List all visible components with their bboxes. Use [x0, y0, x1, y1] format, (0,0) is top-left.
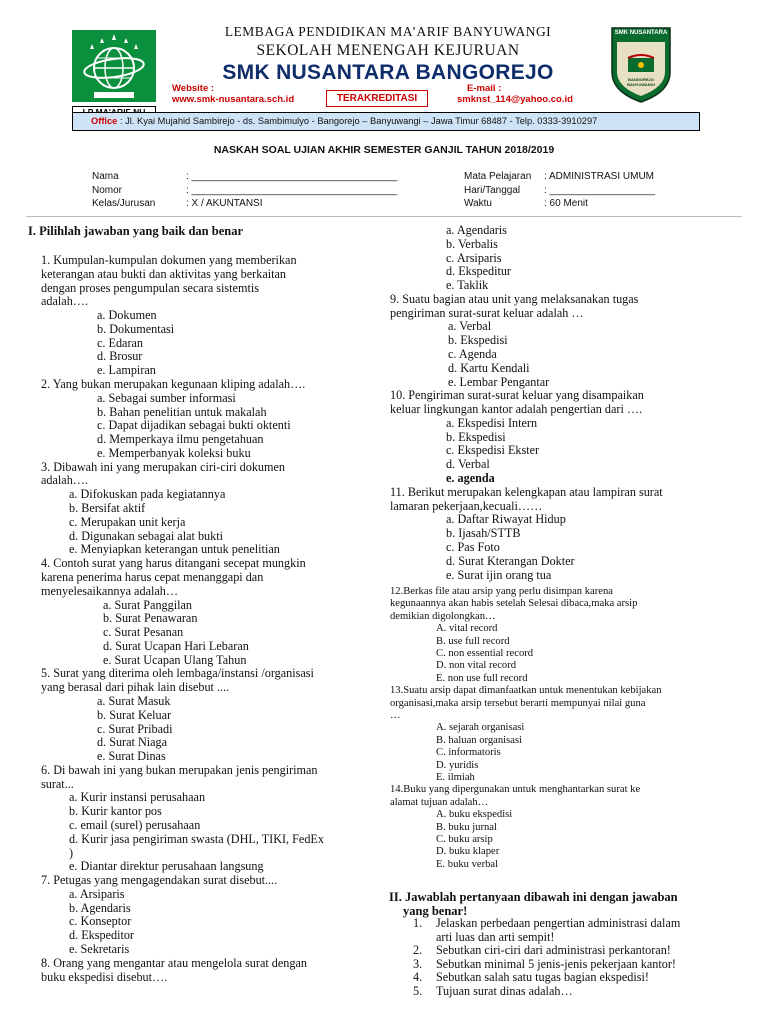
hari-label: Hari/Tanggal [464, 184, 521, 196]
answer-option: B. use full record [436, 635, 510, 647]
question-line: … [390, 710, 401, 721]
answer-option: d. Ekspeditor [69, 928, 134, 943]
accreditation-badge: TERAKREDITASI [326, 90, 428, 107]
answer-option: c. email (surel) perusahaan [69, 817, 201, 832]
question-line: adalah…. [41, 294, 89, 309]
section-2-title-line-1: II. Jawablah pertanyaan dibawah ini dengan jawaban [389, 890, 678, 904]
answer-option: a. Surat Masuk [97, 693, 171, 708]
answer-option: b. Ijasah/STTB [446, 526, 521, 541]
website-url[interactable]: www.smk-nusantara.sch.id [172, 93, 295, 105]
section-1-title: I. Pilihlah jawaban yang baik dan benar [28, 224, 243, 238]
answer-option: c. Arsiparis [446, 250, 502, 265]
email-address[interactable]: smknst_114@yahoo.co.id [457, 93, 573, 105]
answer-option: b. Bahan penelitian untuk makalah [97, 404, 267, 419]
answer-option: E. ilmiah [436, 772, 475, 783]
question-line: karena penerima harus cepat menanggapi dan [41, 569, 264, 584]
question-line: alamat tujuan adalah… [390, 796, 489, 808]
website-label: Website : [172, 83, 215, 94]
nama-label: Nama [92, 171, 119, 182]
answer-option: e. Menyiapkan keterangan untuk penelitian [69, 542, 280, 557]
kelas-value: : X / AKUNTANSI [186, 198, 263, 209]
answer-option: D. non vital record [436, 660, 517, 672]
info-divider [26, 216, 742, 217]
mapel-label: Mata Pelajaran [464, 171, 532, 182]
answer-option: e. Lampiran [97, 363, 156, 378]
waktu-value: : 60 Menit [544, 198, 588, 209]
mapel-value: : ADMINISTRASI UMUM [544, 171, 655, 182]
question-line: keluar lingkungan kantor adalah pengertian dari …. [390, 402, 643, 417]
website-block [172, 84, 322, 105]
question-line: 13.Suatu arsip dapat dimanfaatkan untuk menentukan kebijakan [390, 685, 662, 697]
answer-option: b. Agendaris [69, 900, 131, 915]
essay-question: Tujuan surat dinas adalah… [436, 984, 573, 998]
answer-option: c. Surat Pesanan [103, 625, 184, 640]
question-line: 14.Buku yang dipergunakan untuk menghantarkan surat ke [390, 784, 641, 796]
question-line: surat... [41, 776, 74, 791]
answer-option: a. Daftar Riwayat Hidup [446, 512, 566, 527]
answer-option: e. Lembar Pengantar [448, 374, 550, 389]
answer-option: e. Taklik [446, 278, 489, 293]
essay-number: 4. [413, 970, 423, 985]
answer-option: D. buku klaper [436, 846, 500, 858]
nomor-field[interactable]: : _____________________________________ [186, 184, 398, 196]
answer-option: e. Sekretaris [69, 942, 130, 956]
essay-number: 2. [413, 943, 423, 958]
answer-option: ) [69, 845, 74, 860]
answer-option: e. Diantar direktur perusahaan langsung [69, 859, 264, 874]
answer-option: b. Verbalis [446, 236, 498, 251]
right-logo-subtitle: BANGOREJO BANYUWANGI [627, 77, 655, 87]
answer-option: d. Surat Niaga [97, 735, 168, 750]
question-line: 11. Berikut merupakan kelengkapan atau lampiran surat [390, 484, 663, 499]
essay-question: arti luas dan arti sempit! [436, 929, 555, 944]
answer-option: a. Difokuskan pada kegiatannya [69, 487, 226, 502]
school-name: SMK NUSANTARA BANGOREJO [222, 61, 554, 84]
answer-option: A. sejarah organisasi [436, 722, 525, 734]
question-line: lamaran pekerjaan,kecuali…… [390, 498, 543, 513]
header-line-2: SEKOLAH MENENGAH KEJURUAN [256, 42, 520, 59]
essay-number: 3. [413, 956, 423, 971]
question-line: pengiriman surat-surat keluar adalah … [390, 305, 584, 320]
answer-option: c. Agenda [448, 347, 497, 362]
question-line: 4. Contoh surat yang harus ditangani secepat mungkin [41, 556, 306, 571]
answer-option: B. haluan organisasi [436, 734, 523, 746]
essay-number: 1. [413, 916, 423, 930]
question-line: 3. Dibawah ini yang merupakan ciri-ciri dokumen [41, 459, 286, 474]
question-line: dengan proses pengumpulan secara sistemtis [41, 280, 259, 295]
section-2-title [389, 890, 678, 918]
question-line: buku ekspedisi disebut…. [41, 969, 168, 984]
question-line: 6. Di bawah ini yang bukan merupakan jenis pengiriman [41, 762, 318, 777]
answer-option: b. Dokumentasi [97, 321, 175, 336]
nama-field[interactable]: : _____________________________________ [186, 171, 398, 182]
answer-option: e. Surat ijin orang tua [446, 567, 552, 582]
lp-maarif-logo [72, 30, 156, 112]
answer-option: c. Merupakan unit kerja [69, 514, 186, 529]
essay-question: Sebutkan ciri-ciri dari administrasi perkantoran! [436, 943, 671, 958]
question-line: menyelesaikannya adalah… [41, 583, 179, 598]
nomor-label: Nomor [92, 184, 123, 196]
answer-option: c. Dapat dijadikan sebagai bukti oktenti [97, 418, 291, 433]
office-label: Office [91, 116, 118, 126]
question-line: organisasi,maka arsip tersebut berarti mempunyai nilai guna [390, 697, 646, 709]
essay-question: Sebutkan minimal 5 jenis-jenis pekerjaan kantor! [436, 956, 676, 971]
answer-option: c. Ekspedisi Ekster [446, 443, 540, 458]
answer-option: b. Ekspedisi [448, 333, 508, 348]
answer-option: b. Surat Penawaran [103, 611, 198, 626]
question-line: 7. Petugas yang mengagendakan surat disebut.... [41, 873, 278, 888]
answer-option: c. Pas Foto [446, 539, 500, 554]
answer-option: d. Brosur [97, 349, 143, 364]
letterhead [68, 22, 700, 114]
email-block [457, 84, 617, 105]
answer-option: e. Surat Dinas [97, 749, 166, 764]
answer-option: b. Surat Keluar [97, 707, 172, 722]
answer-option: a. Arsiparis [69, 886, 125, 901]
answer-option: e. Surat Ucapan Ulang Tahun [103, 652, 247, 667]
smk-nusantara-logo [608, 24, 674, 104]
question-line: yang berasal dari pihak lain disebut .... [41, 680, 230, 695]
answer-option: e. Memperbanyak koleksi buku [97, 445, 251, 460]
answer-option: A. vital record [436, 623, 498, 635]
waktu-label: Waktu [464, 198, 492, 209]
answer-option: d. Kurir jasa pengiriman swasta (DHL, TIKI, FedEx [69, 831, 324, 846]
answer-option: d. Surat Ucapan Hari Lebaran [103, 638, 249, 653]
answer-option: d. Surat Kterangan Dokter [446, 553, 575, 568]
question-line: keterangan atau bukti dan aktivitas yang berkaitan [41, 266, 287, 281]
question-line: 1. Kumpulan-kumpulan dokumen yang memberikan [41, 253, 297, 267]
question-line: 10. Pengiriman surat-surat keluar yang disampaikan [390, 388, 644, 403]
answer-option: d. Digunakan sebagai alat bukti [69, 528, 223, 543]
answer-option: b. Ekspedisi [446, 429, 506, 444]
answer-option: c. Konseptor [69, 914, 132, 929]
question-line: 2. Yang bukan merupakan kegunaan kliping adalah…. [41, 377, 306, 392]
right-logo-title: SMK NUSANTARA [614, 30, 668, 36]
answer-option: c. Edaran [97, 335, 144, 350]
answer-option: d. Memperkaya ilmu pengetahuan [97, 432, 264, 447]
essay-question: Jelaskan perbedaan pengertian administrasi dalam [436, 916, 681, 930]
answer-option: d. Verbal [446, 457, 490, 472]
office-address: : Jl. Kyai Mujahid Sambirejo - ds. Sambimulyo - Bangorejo – Banyuwangi – Jawa Timur 68487 - Telp. 0333-3910297 [119, 116, 598, 126]
answer-option: A. buku ekspedisi [436, 809, 513, 821]
question-line: adalah…. [41, 473, 89, 488]
question-line: demikian digolongkan… [390, 610, 496, 622]
email-label: E-mail : [467, 83, 502, 94]
answer-option: C. non essential record [436, 648, 534, 659]
answer-option: E. buku verbal [436, 858, 499, 870]
answer-option: b. Bersifat aktif [69, 501, 146, 516]
question-line: 9. Suatu bagian atau unit yang melaksanakan tugas [390, 291, 639, 306]
question-line: 5. Surat yang diterima oleh lembaga/instansi /organisasi [41, 666, 314, 681]
answer-option: C. buku arsip [436, 834, 493, 845]
hari-field[interactable]: : ___________________ [544, 184, 656, 196]
answer-option: E. non use full record [436, 672, 528, 684]
section-2-title-line-2: yang benar! [403, 904, 468, 918]
essay-question: Sebutkan salah satu tugas bagian ekspedisi! [436, 970, 649, 985]
answer-option: e. agenda [446, 471, 495, 486]
answer-option: c. Surat Pribadi [97, 721, 173, 736]
answer-option: a. Sebagai sumber informasi [97, 390, 236, 405]
answer-option: d. Kartu Kendali [448, 360, 530, 375]
header-line-1: LEMBAGA PENDIDIKAN MA’ARIF BANYUWANGI [224, 24, 552, 39]
answer-option: a. Agendaris [446, 223, 507, 237]
exam-title: NASKAH SOAL UJIAN AKHIR SEMESTER GANJIL TAHUN 2018/2019 [213, 144, 555, 156]
question-line: 12.Berkas file atau arsip yang perlu disimpan karena [390, 586, 613, 597]
answer-option: B. buku jurnal [436, 821, 497, 833]
essay-number: 5. [413, 984, 423, 998]
nu-globe-icon [72, 30, 156, 102]
answer-option: a. Kurir instansi perusahaan [69, 790, 206, 805]
answer-option: C. informatoris [436, 747, 501, 759]
answer-option: d. Ekspeditur [446, 264, 511, 279]
answer-option: a. Dokumen [97, 308, 157, 323]
school-shield-icon [608, 24, 674, 104]
office-bar [72, 112, 700, 131]
answer-option: a. Ekspedisi Intern [446, 415, 538, 430]
kelas-label: Kelas/Jurusan [92, 198, 156, 209]
answer-option: a. Verbal [448, 319, 492, 334]
answer-option: b. Kurir kantor pos [69, 804, 162, 819]
answer-option: a. Surat Panggilan [103, 597, 193, 612]
question-line: 8. Orang yang mengantar atau mengelola surat dengan [41, 955, 307, 970]
question-line: kegunaannya akan habis setelah Selesai dibaca,maka arsip [390, 598, 638, 610]
answer-option: D. yuridis [436, 759, 479, 771]
